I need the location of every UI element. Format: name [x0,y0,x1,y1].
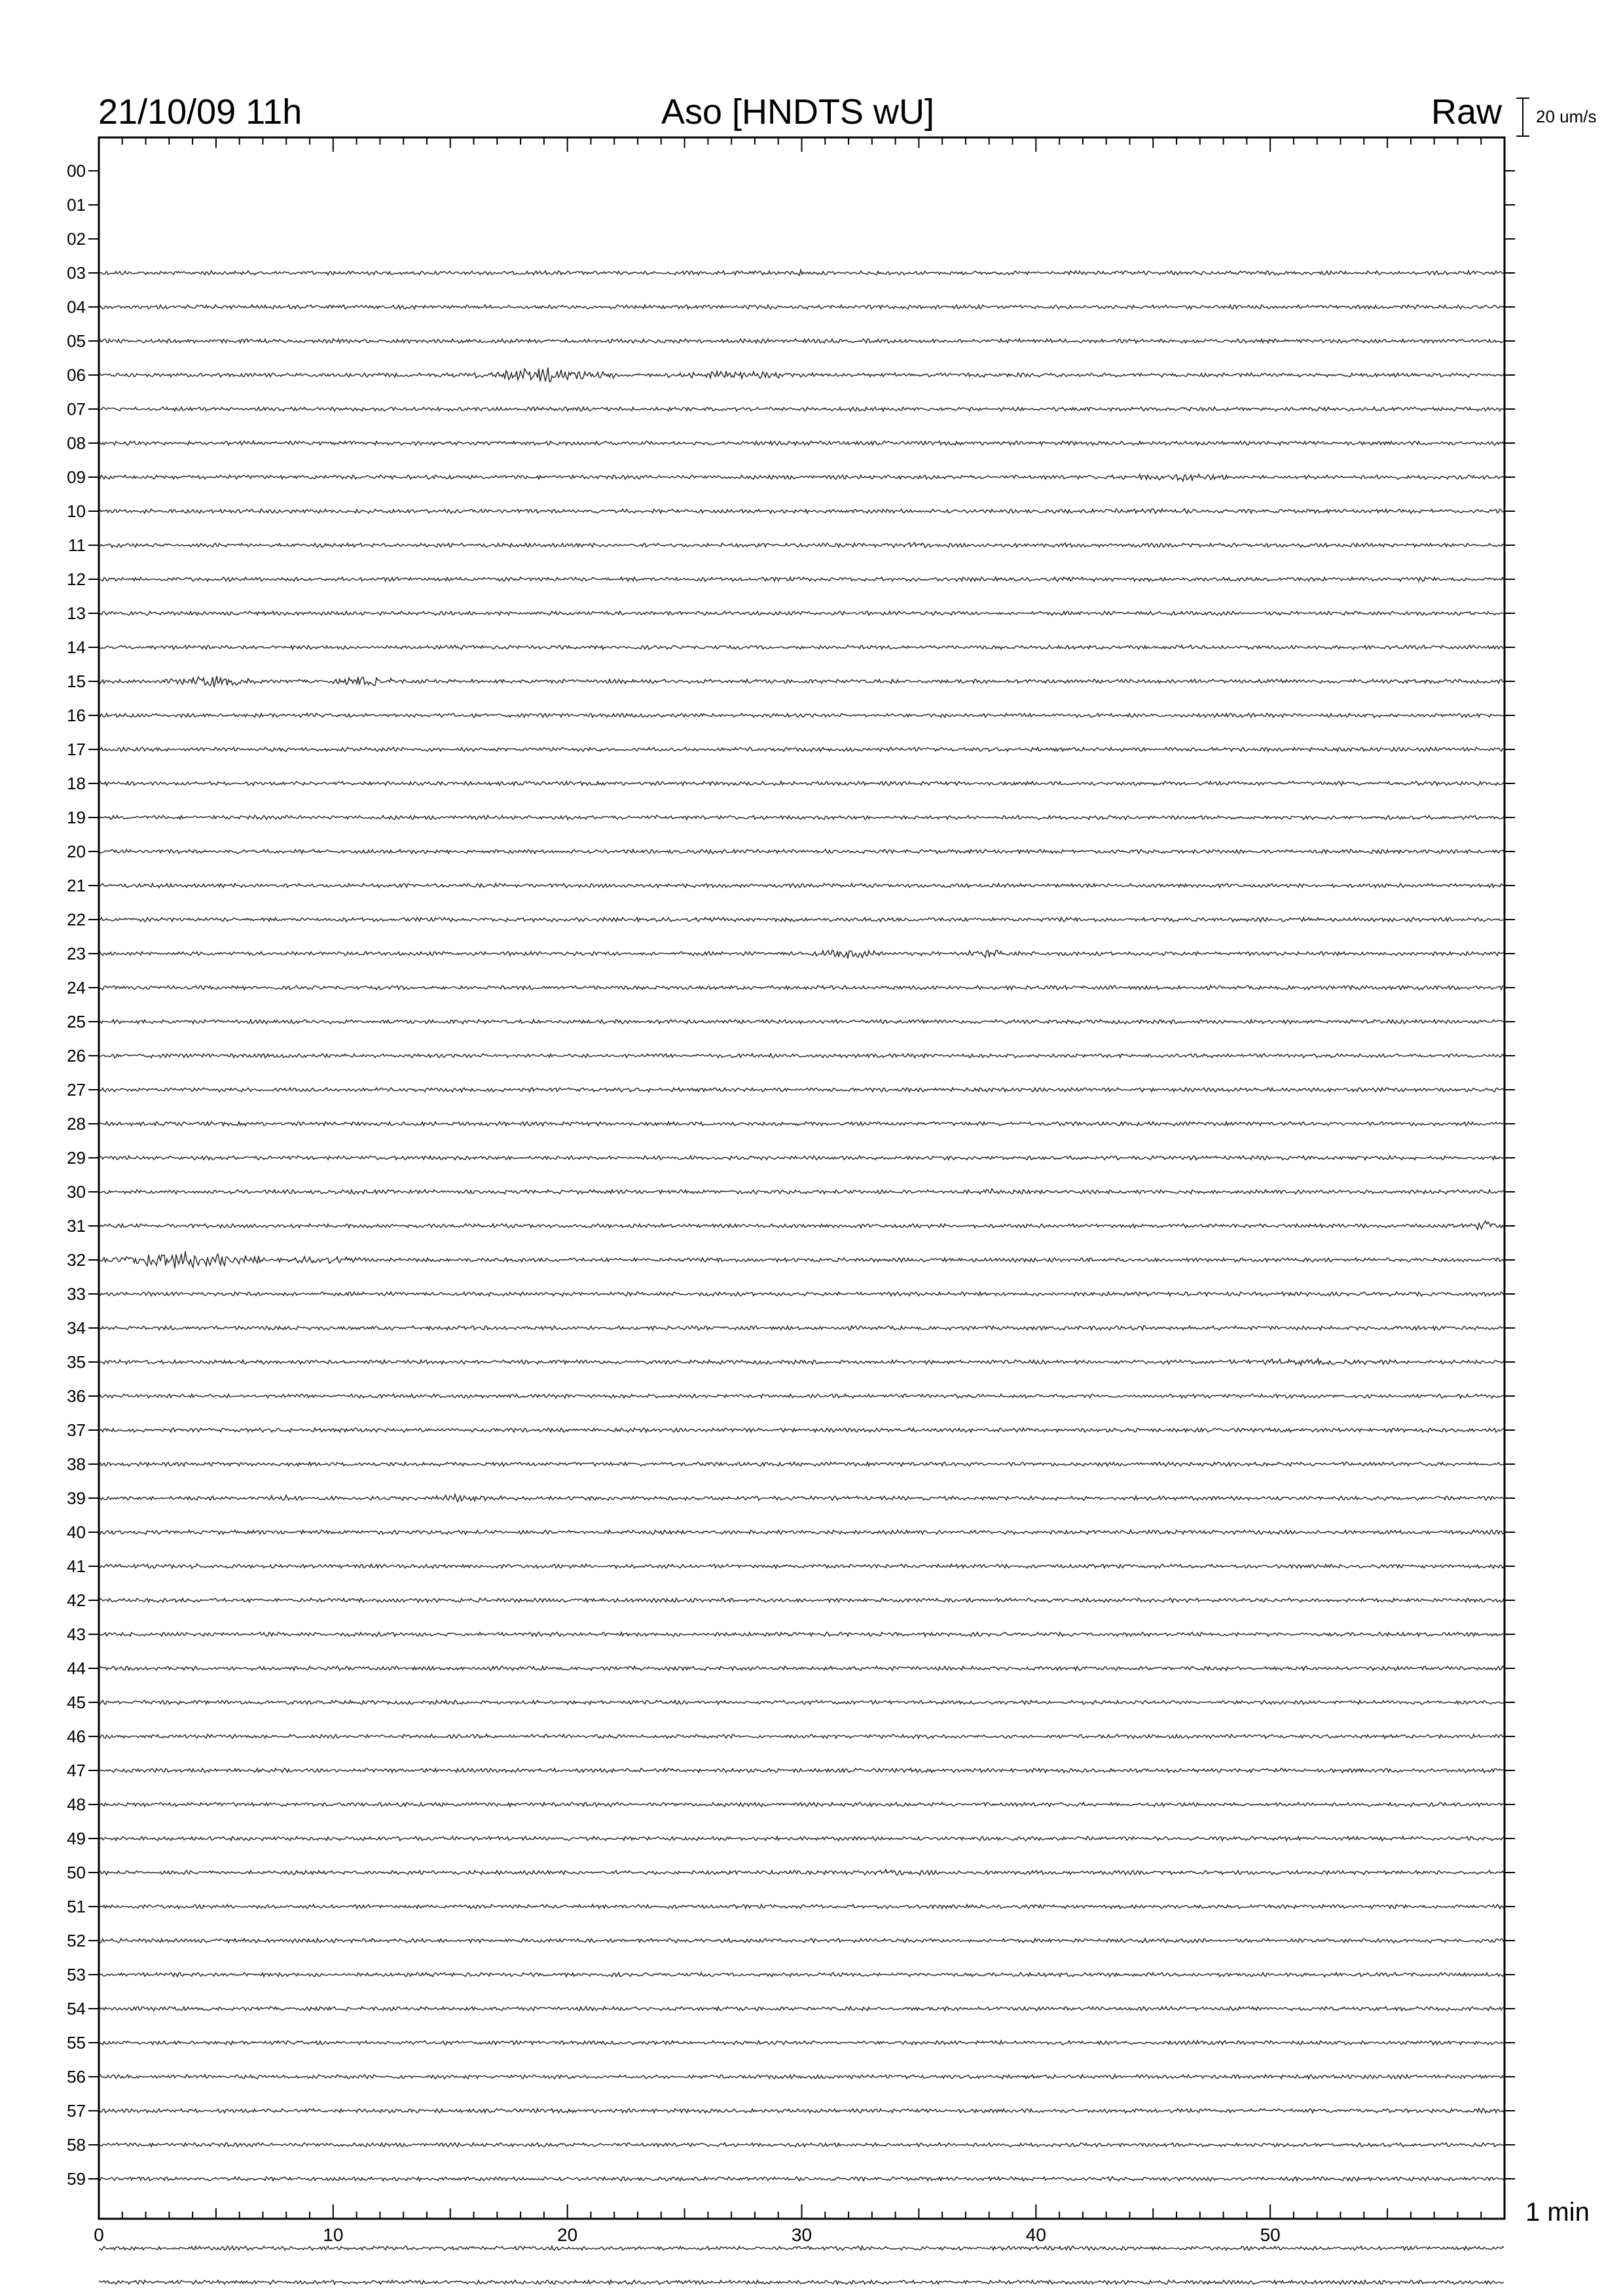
continuation-trace [99,2280,1504,2285]
row-label: 54 [67,1999,86,2018]
row-label: 56 [67,2067,86,2087]
row-label: 44 [67,1659,86,1678]
row-label: 00 [67,161,86,181]
row-label: 28 [67,1114,86,1134]
row-label: 06 [67,365,86,385]
trace-line [99,2007,1504,2011]
trace-line [99,950,1504,959]
row-label: 39 [67,1488,86,1508]
x-tick-label: 40 [1025,2225,1046,2245]
row-label: 29 [67,1148,86,1168]
row-label: 31 [67,1216,86,1236]
trace-line [99,1564,1504,1568]
row-label: 38 [67,1454,86,1474]
row-label: 42 [67,1590,86,1610]
x-tick-label: 20 [557,2225,578,2245]
trace-line [99,918,1504,922]
row-label: 16 [67,706,86,725]
trace-line [99,305,1504,310]
row-label: 26 [67,1046,86,1066]
row-label: 22 [67,910,86,929]
station-title: Aso [HNDTS wU] [661,92,935,132]
row-label: 23 [67,944,86,963]
trace-line [99,850,1504,854]
x-tick-label: 50 [1260,2225,1281,2245]
row-label: 40 [67,1522,86,1542]
trace-line [99,986,1504,990]
row-label: 43 [67,1624,86,1644]
row-label: 49 [67,1829,86,1848]
x-tick-label: 10 [323,2225,344,2245]
trace-line [99,1054,1504,1058]
row-label: 08 [67,433,86,453]
trace-line [99,781,1504,785]
row-label: 57 [67,2101,86,2121]
trace-line [99,1598,1504,1603]
trace-line [99,1700,1504,1705]
trace-line [99,611,1504,615]
trace-line [99,577,1504,582]
row-label: 36 [67,1386,86,1406]
row-label: 59 [67,2169,86,2189]
row-label: 50 [67,1863,86,1882]
trace-line [99,747,1504,752]
x-tick-label: 30 [791,2225,812,2245]
x-tick-labels [94,2225,1281,2245]
trace-line [99,475,1504,482]
trace-line [99,1088,1504,1092]
trace-line [99,1122,1504,1126]
trace-line [99,1973,1504,1977]
trace-line [99,1394,1504,1398]
row-label: 04 [67,297,86,317]
row-label: 33 [67,1284,86,1304]
row-label: 35 [67,1352,86,1372]
row-label: 47 [67,1761,86,1780]
trace-line [99,1632,1504,1637]
trace-line [99,2075,1504,2079]
row-label: 45 [67,1693,86,1712]
trace-line [99,441,1504,446]
trace-line [99,645,1504,650]
row-label: 14 [67,637,86,657]
trace-line [99,1359,1504,1365]
trace-line [99,1292,1504,1296]
row-label: 25 [67,1012,86,1031]
trace-line [99,1869,1504,1875]
row-label: 05 [67,331,86,351]
trace-line [99,1837,1504,1841]
row-label: 10 [67,501,86,521]
trace-line [99,676,1504,687]
row-label: 58 [67,2135,86,2155]
row-label: 53 [67,1965,86,1984]
row-label: 52 [67,1931,86,1950]
trace-line [99,1462,1504,1466]
trace-line [99,543,1504,548]
row-label: 32 [67,1250,86,1270]
trace-line [99,816,1504,820]
row-label: 09 [67,467,86,487]
row-label: 51 [67,1897,86,1916]
trace-line [99,1803,1504,1806]
date-hour-label: 21/10/09 11h [98,92,302,132]
row-label: 18 [67,774,86,793]
time-unit-label: 1 min [1525,2198,1590,2227]
row-label: 07 [67,399,86,419]
row-label: 48 [67,1795,86,1814]
trace-rows [67,161,1515,2284]
trace-line [99,1020,1504,1024]
row-label: 19 [67,808,86,827]
continuation-trace [99,2246,1504,2251]
row-label: 20 [67,842,86,861]
row-label: 37 [67,1420,86,1440]
trace-line [99,1666,1504,1671]
trace-line [99,1494,1504,1501]
trace-line [99,2177,1504,2181]
trace-line [99,2108,1504,2113]
trace-line [99,368,1504,382]
trace-line [99,407,1504,412]
row-label: 27 [67,1080,86,1100]
row-label: 55 [67,2033,86,2053]
row-label: 24 [67,978,86,997]
trace-line [99,2143,1504,2147]
trace-line [99,1251,1504,1268]
trace-line [99,1189,1504,1194]
amplitude-scale-label: 20 um/s [1536,107,1597,126]
trace-line [99,339,1504,344]
row-label: 01 [67,195,86,215]
trace-line [99,1939,1504,1943]
trace-line [99,509,1504,514]
row-label: 21 [67,876,86,895]
trace-line [99,1221,1504,1230]
trace-line [99,1530,1504,1535]
row-label: 34 [67,1318,86,1338]
row-label: 17 [67,740,86,759]
trace-line [99,713,1504,718]
mode-label: Raw [1431,92,1503,132]
row-label: 11 [68,535,86,555]
row-label: 41 [67,1556,86,1576]
trace-line [99,270,1504,276]
row-label: 13 [67,603,86,623]
trace-line [99,1734,1504,1739]
trace-line [99,1325,1504,1330]
trace-line [99,1768,1504,1773]
row-label: 03 [67,263,86,283]
x-tick-label: 0 [94,2225,104,2245]
trace-line [99,2041,1504,2045]
row-label: 02 [67,229,86,249]
row-label: 12 [67,569,86,589]
trace-line [99,1428,1504,1433]
row-label: 15 [67,672,86,691]
trace-line [99,884,1504,888]
row-label: 46 [67,1727,86,1746]
trace-line [99,1905,1504,1909]
row-label: 30 [67,1182,86,1202]
trace-line [99,1156,1504,1160]
